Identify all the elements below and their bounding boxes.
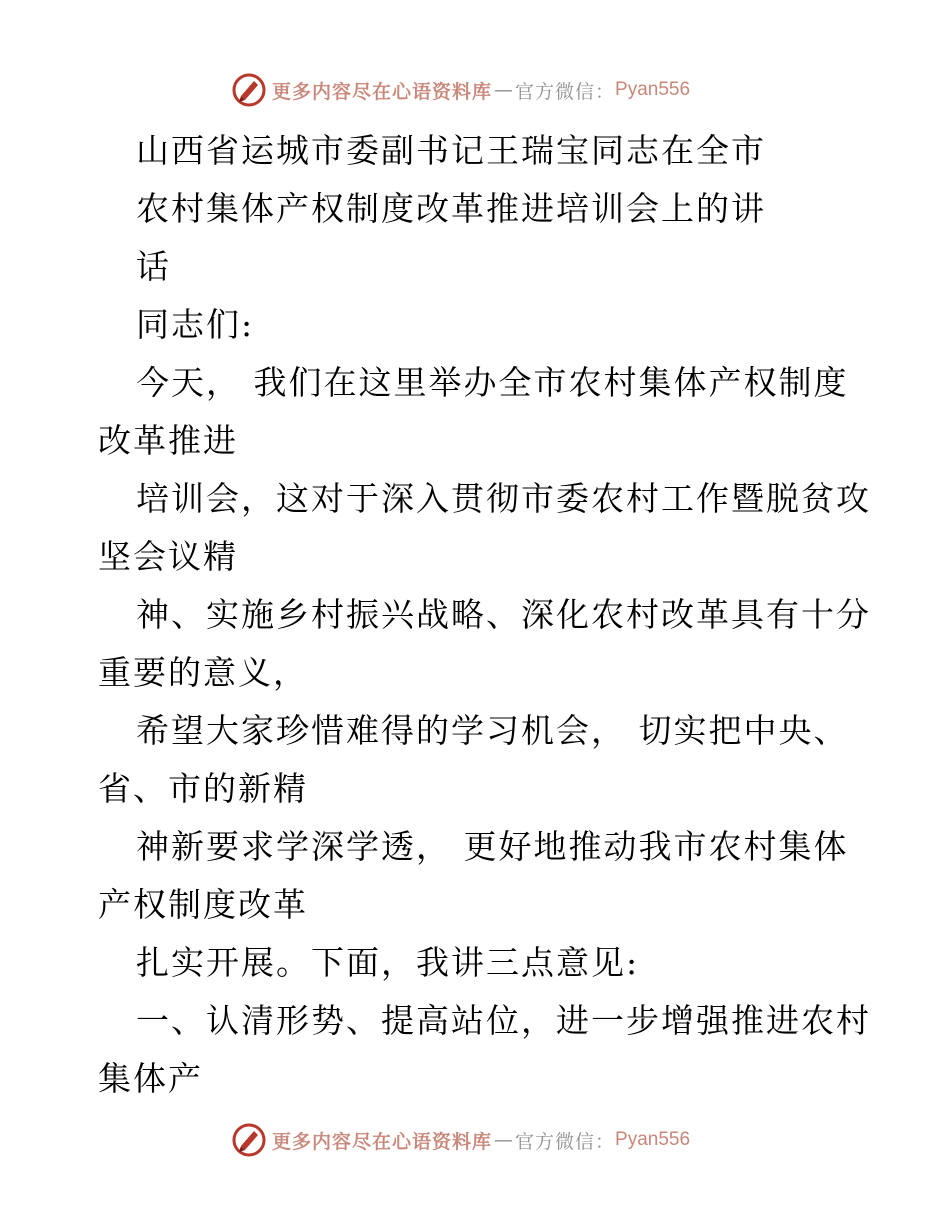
text-line: 农村集体产权制度改革推进培训会上的讲 [136,189,766,228]
text-line: 培训会，这对于深入贯彻市委农村工作暨脱贫攻 [136,479,871,518]
text-line: 省、市的新精 [98,769,308,808]
text-line: 重要的意义， [98,653,308,692]
text-line: 希望大家珍惜难得的学习机会， 切实把中央、 [136,711,849,750]
text-line: 改革推进 [98,421,238,460]
banner-wechat-id: Pyan556 [615,79,691,100]
pen-logo-icon [232,1123,266,1157]
text-line: 话 [136,247,171,286]
text-line: 一、认清形势、提高站位，进一步增强推进农村 [136,1001,871,1040]
text-line: 今天， 我们在这里举办全市农村集体产权制度 [136,363,849,402]
footer-banner[interactable] [232,1120,690,1160]
text-line: 扎实开展。下面，我讲三点意见: [136,943,640,982]
text-line: 神新要求学深学透， 更好地推动我市农村集体 [136,827,849,866]
banner-brand: 更多内容尽在心语资料库 [272,1130,493,1153]
text-line: 集体产 [98,1059,203,1098]
banner-official-label: 官方微信： [515,1130,616,1153]
banner-official-label: 官方微信： [515,80,616,103]
banner-separator: — [494,1129,514,1151]
text-line: 同志们: [136,305,255,344]
document-body [98,122,871,1108]
banner-brand: 更多内容尽在心语资料库 [272,80,493,103]
text-line: 神、实施乡村振兴战略、深化农村改革具有十分 [136,595,871,634]
banner-separator: — [494,79,514,101]
text-line: 产权制度改革 [98,885,308,924]
header-banner[interactable] [232,70,690,110]
text-line: 山西省运城市委副书记王瑞宝同志在全市 [136,131,766,170]
pen-logo-icon [232,73,266,107]
text-line: 坚会议精 [98,537,238,576]
banner-wechat-id: Pyan556 [615,1129,691,1150]
